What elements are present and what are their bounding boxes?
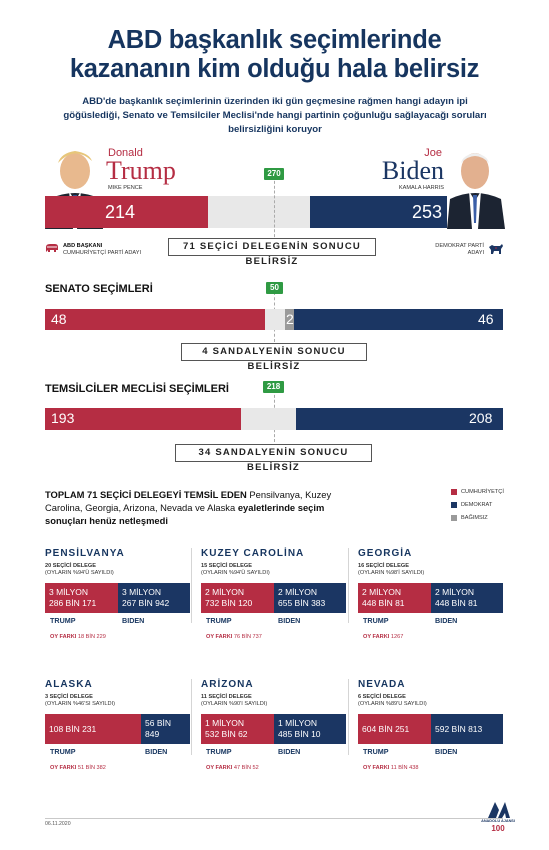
state-margin-value: 18 BİN 229 bbox=[77, 634, 106, 640]
house-rep-seats: 193 bbox=[51, 410, 75, 426]
house-dem-bar bbox=[296, 408, 503, 430]
state-trump-votes-l2: 286 BİN 171 bbox=[49, 598, 97, 608]
state-delegates: 11 SEÇİCİ DELEGE bbox=[201, 694, 252, 700]
state-trump-bar bbox=[45, 583, 118, 613]
state-biden-label: BIDEN bbox=[435, 747, 458, 756]
undecided-electoral-bar bbox=[208, 196, 310, 228]
state-candidates bbox=[358, 616, 503, 628]
senate-rep-bar bbox=[45, 309, 265, 330]
intro-normal: Pensilvanya, Kuzey Carolina, Georgia, Arizona, Nevada ve Alaska bbox=[45, 489, 332, 513]
state-trump-label: TRUMP bbox=[206, 747, 232, 756]
state-biden-bar bbox=[431, 583, 503, 613]
state-biden-label: BIDEN bbox=[278, 616, 301, 625]
state-margin-label: OY FARKI bbox=[363, 634, 390, 640]
senate-ind-bar bbox=[285, 309, 294, 330]
biden-portrait bbox=[447, 143, 505, 229]
legend-swatch-ind bbox=[451, 515, 457, 521]
state-biden-votes-l2: 655 BİN 383 bbox=[278, 598, 326, 608]
state-name: KUZEY CAROLİNA bbox=[201, 548, 305, 559]
state-trump-bar bbox=[358, 714, 431, 744]
state-biden-bar bbox=[431, 714, 503, 744]
state-card bbox=[201, 679, 346, 779]
state-name: ALASKA bbox=[45, 679, 93, 690]
anniversary-badge: 100 bbox=[491, 824, 505, 833]
state-trump-label: TRUMP bbox=[206, 616, 232, 625]
state-biden-bar bbox=[141, 714, 190, 744]
state-trump-bar bbox=[201, 714, 274, 744]
threshold-badge-president: 270 bbox=[264, 168, 284, 180]
state-name: NEVADA bbox=[358, 679, 406, 690]
republican-elephant-icon bbox=[45, 243, 59, 253]
state-card bbox=[358, 679, 503, 779]
footer-divider bbox=[45, 818, 503, 819]
state-trump-votes-l1: 3 MİLYON bbox=[49, 587, 89, 597]
state-vote-bar bbox=[358, 714, 503, 744]
biden-party-2: ADAYI bbox=[467, 250, 484, 256]
house-rep-bar bbox=[45, 408, 241, 430]
legend-label-rep: CUMHURİYETÇİ bbox=[461, 489, 504, 495]
state-counted: (OYLARIN %89'U SAYILDI) bbox=[358, 701, 427, 707]
page-title bbox=[0, 26, 549, 84]
state-trump-votes-l2: 448 BİN 81 bbox=[362, 598, 405, 608]
state-trump-bar bbox=[45, 714, 141, 744]
state-biden-bar bbox=[118, 583, 190, 613]
state-biden-votes-l1: 592 BİN 813 bbox=[435, 724, 483, 734]
intro-bold-1: TOPLAM 71 SEÇİCİ DELEGEYİ TEMSİL EDEN bbox=[45, 489, 247, 500]
state-margin-value: 1267 bbox=[390, 634, 404, 640]
state-candidates bbox=[45, 747, 190, 759]
state-trump-label: TRUMP bbox=[363, 616, 389, 625]
state-candidates bbox=[201, 616, 346, 628]
biden-party: DEMOKRAT PARTİ bbox=[435, 243, 484, 249]
state-vote-bar bbox=[201, 583, 346, 613]
state-trump-votes-l1: 1 MİLYON bbox=[205, 718, 245, 728]
state-counted: (OYLARIN %94'Ü SAYILDI) bbox=[201, 570, 270, 576]
state-biden-label: BIDEN bbox=[278, 747, 301, 756]
column-divider bbox=[191, 679, 192, 755]
state-card bbox=[45, 548, 190, 648]
state-vote-margin bbox=[358, 634, 503, 640]
state-vote-margin bbox=[45, 634, 190, 640]
state-card bbox=[201, 548, 346, 648]
state-delegates: 16 SEÇİCİ DELEGE bbox=[358, 563, 409, 569]
state-trump-label: TRUMP bbox=[50, 616, 76, 625]
senate-dem-bar bbox=[294, 309, 503, 330]
state-vote-bar bbox=[45, 583, 190, 613]
state-delegates: 20 SEÇİCİ DELEGE bbox=[45, 563, 96, 569]
state-name: GEORGİA bbox=[358, 548, 413, 559]
state-margin-value: 76 BİN 737 bbox=[233, 634, 262, 640]
state-trump-votes-l1: 108 BİN 231 bbox=[49, 724, 97, 734]
threshold-badge-house: 218 bbox=[263, 381, 284, 393]
house-undecided-bar bbox=[241, 408, 296, 430]
trump-last-name: Trump bbox=[106, 156, 176, 185]
house-section-title: TEMSİLCİLER MECLİSİ SEÇİMLERİ bbox=[45, 383, 229, 395]
biden-first-name: Joe bbox=[424, 147, 442, 159]
state-trump-label: TRUMP bbox=[50, 747, 76, 756]
legend-swatch-dem bbox=[451, 502, 457, 508]
agency-name: ANADOLU AJANSI bbox=[481, 819, 515, 823]
senate-undecided-box: 4 SANDALYENİN SONUCU BELİRSİZ bbox=[181, 343, 367, 361]
state-trump-votes-l1: 604 BİN 251 bbox=[362, 724, 410, 734]
state-vote-margin bbox=[358, 765, 503, 771]
state-counted: (OYLARIN %46'SI SAYILDI) bbox=[45, 701, 115, 707]
house-dem-seats: 208 bbox=[469, 410, 493, 426]
state-delegates: 6 SEÇİCİ DELEGE bbox=[358, 694, 406, 700]
state-vote-bar bbox=[358, 583, 503, 613]
anadolu-agency-logo-icon bbox=[486, 796, 512, 820]
state-trump-bar bbox=[201, 583, 274, 613]
biden-running-mate: KAMALA HARRIS bbox=[398, 185, 444, 191]
state-name: PENSİLVANYA bbox=[45, 548, 125, 559]
page-subtitle: ABD'de başkanlık seçimlerinin üzerinden iki gün geçmesine rağmen hangi adayın ipi göğüslediği, Senato ve Temsilciler Meclisi'nde hangi partinin çoğunluğu sağlayacağı soruları belirsizliğini koruyor bbox=[63, 96, 487, 135]
state-trump-votes-l1: 2 MİLYON bbox=[205, 587, 245, 597]
state-margin-label: OY FARKI bbox=[50, 765, 77, 771]
state-counted: (OYLARIN %98'İ SAYILDI) bbox=[358, 570, 425, 576]
state-trump-label: TRUMP bbox=[363, 747, 389, 756]
trump-first-name: Donald bbox=[108, 147, 143, 159]
state-biden-votes-l2: 485 BİN 10 bbox=[278, 729, 321, 739]
title-line-2: kazananın kim olduğu hala belirsiz bbox=[69, 55, 480, 83]
column-divider bbox=[348, 679, 349, 755]
state-vote-margin bbox=[201, 634, 346, 640]
legend-label-dem: DEMOKRAT bbox=[461, 502, 493, 508]
state-biden-votes-l1: 56 BİN bbox=[145, 718, 171, 728]
legend-item-dem bbox=[451, 502, 504, 508]
biden-last-name: Biden bbox=[381, 156, 444, 185]
state-candidates bbox=[358, 747, 503, 759]
state-biden-label: BIDEN bbox=[145, 747, 168, 756]
state-margin-label: OY FARKI bbox=[206, 634, 233, 640]
intro-bold-2: eyaletlerinde seçim sonuçları henüz netleşmedi bbox=[45, 502, 325, 526]
legend-item-rep bbox=[451, 489, 504, 495]
footer-date: 06.11.2020 bbox=[45, 821, 71, 827]
state-biden-votes-l1: 2 MİLYON bbox=[435, 587, 475, 597]
democrat-donkey-icon bbox=[488, 243, 504, 255]
column-divider bbox=[191, 548, 192, 623]
state-trump-votes-l2: 532 BİN 62 bbox=[205, 729, 248, 739]
state-biden-bar bbox=[274, 714, 346, 744]
senate-section-title: SENATO SEÇİMLERİ bbox=[45, 283, 153, 295]
state-trump-votes-l2: 732 BİN 120 bbox=[205, 598, 253, 608]
state-margin-label: OY FARKI bbox=[206, 765, 233, 771]
state-biden-votes-l1: 3 MİLYON bbox=[122, 587, 162, 597]
state-counted: (OYLARIN %94'Ü SAYILDI) bbox=[45, 570, 114, 576]
senate-dem-seats: 46 bbox=[478, 311, 494, 327]
trump-running-mate: MIKE PENCE bbox=[108, 185, 143, 191]
threshold-line-president bbox=[274, 176, 275, 242]
state-card bbox=[358, 548, 503, 648]
state-biden-label: BIDEN bbox=[122, 616, 145, 625]
state-delegates: 15 SEÇİCİ DELEGE bbox=[201, 563, 252, 569]
legend-swatch-rep bbox=[451, 489, 457, 495]
senate-undecided-bar bbox=[265, 309, 285, 330]
state-candidates bbox=[201, 747, 346, 759]
state-margin-value: 47 BİN 52 bbox=[233, 765, 259, 771]
state-candidates bbox=[45, 616, 190, 628]
state-margin-value: 11 BİN 438 bbox=[390, 765, 419, 771]
state-margin-label: OY FARKI bbox=[363, 765, 390, 771]
state-vote-margin bbox=[201, 765, 346, 771]
state-margin-value: 51 BİN 382 bbox=[77, 765, 106, 771]
trump-party: CUMHURİYETÇİ PARTİ ADAYI bbox=[63, 250, 142, 256]
state-biden-votes-l1: 2 MİLYON bbox=[278, 587, 318, 597]
state-biden-votes-l2: 849 bbox=[145, 729, 160, 739]
state-trump-bar bbox=[358, 583, 431, 613]
trump-electoral-bar bbox=[45, 196, 208, 228]
state-trump-votes-l1: 2 MİLYON bbox=[362, 587, 402, 597]
biden-electoral-bar bbox=[310, 196, 447, 228]
trump-electoral-votes: 214 bbox=[105, 202, 136, 222]
senate-ind-seats: 2 bbox=[286, 311, 294, 327]
state-biden-votes-l2: 267 BİN 942 bbox=[122, 598, 170, 608]
state-delegates: 3 SEÇİCİ DELEGE bbox=[45, 694, 93, 700]
title-line-1: ABD başkanlık seçimlerinde bbox=[107, 26, 442, 54]
battleground-intro bbox=[45, 488, 345, 527]
senate-rep-seats: 48 bbox=[51, 311, 67, 327]
state-margin-label: OY FARKI bbox=[50, 634, 77, 640]
undecided-electoral-box: 71 SEÇİCİ DELEGENİN SONUCU BELİRSİZ bbox=[168, 238, 376, 256]
biden-electoral-votes: 253 bbox=[412, 202, 443, 222]
state-biden-bar bbox=[274, 583, 346, 613]
legend-label-ind: BAĞIMSIZ bbox=[461, 515, 488, 521]
house-undecided-box: 34 SANDALYENİN SONUCU BELİRSİZ bbox=[175, 444, 372, 462]
state-vote-bar bbox=[201, 714, 346, 744]
legend-item-ind bbox=[451, 515, 504, 521]
state-name: ARİZONA bbox=[201, 679, 254, 690]
state-biden-votes-l1: 1 MİLYON bbox=[278, 718, 318, 728]
state-biden-votes-l2: 448 BİN 81 bbox=[435, 598, 478, 608]
state-counted: (OYLARIN %90'I SAYILDI) bbox=[201, 701, 268, 707]
legend bbox=[451, 489, 504, 521]
state-vote-margin bbox=[45, 765, 190, 771]
threshold-badge-senate: 50 bbox=[266, 282, 283, 294]
state-vote-bar bbox=[45, 714, 190, 744]
trump-title: ABD BAŞKANI bbox=[63, 243, 103, 249]
state-biden-label: BIDEN bbox=[435, 616, 458, 625]
column-divider bbox=[348, 548, 349, 623]
state-card bbox=[45, 679, 190, 779]
